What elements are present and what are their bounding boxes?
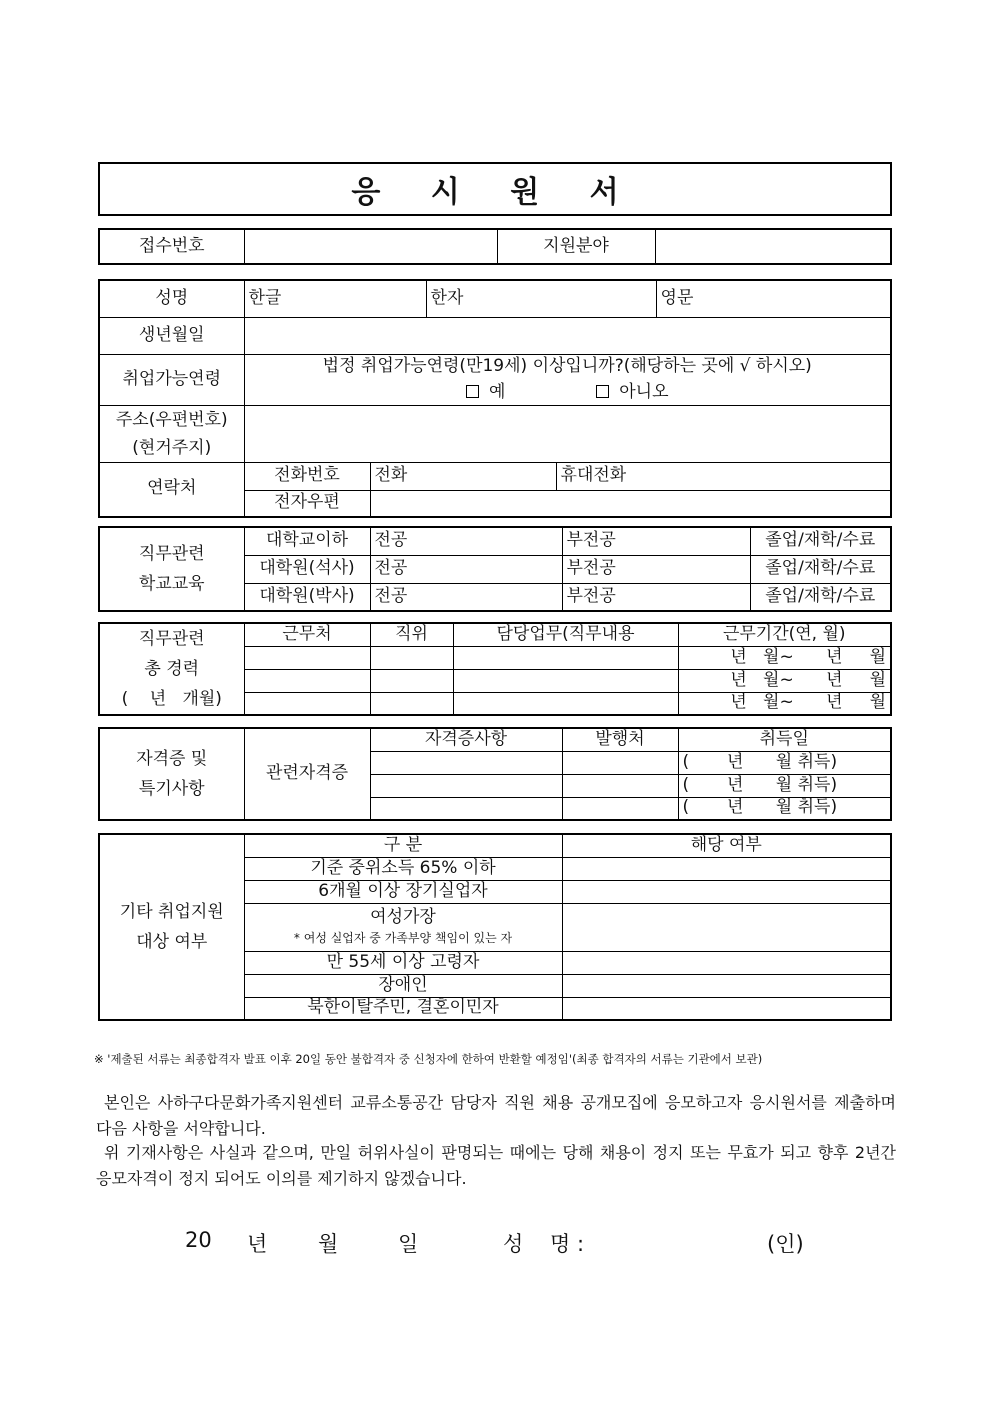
cert-issuer-field[interactable] (562, 797, 678, 820)
education-label (99, 527, 244, 611)
career-position-field[interactable] (370, 669, 453, 692)
support-applicable-field[interactable] (562, 974, 891, 997)
age-options (249, 383, 887, 403)
cert-table (98, 727, 892, 821)
name-hanja-field[interactable]: 한자 (426, 280, 656, 317)
career-table (98, 622, 892, 716)
career-label-1: 직무관련 (138, 629, 205, 649)
career-header-position: 직위 (370, 623, 453, 646)
name-label: 성명 (99, 280, 244, 317)
form-title-box (98, 162, 892, 216)
sign-month-label: 월 (318, 1232, 339, 1256)
form-title: 응 시 원 서 (351, 175, 639, 210)
career-workplace-field[interactable] (244, 692, 370, 715)
career-position-field[interactable] (370, 692, 453, 715)
sign-year: 20 (185, 1228, 212, 1252)
phone-field[interactable]: 전화 (370, 462, 556, 490)
support-applicable-field[interactable] (562, 903, 891, 951)
support-label-2: 대상 여부 (136, 932, 208, 952)
career-period-field[interactable]: 년 월~ 년 월 (678, 692, 891, 715)
support-applicable-field[interactable] (562, 997, 891, 1020)
name-english-field[interactable]: 영문 (656, 280, 891, 317)
yes-label: 예 (488, 381, 506, 402)
career-position-field[interactable] (370, 646, 453, 669)
career-period-field[interactable]: 년 월~ 년 월 (678, 646, 891, 669)
cert-header-name: 자격증사항 (370, 728, 562, 751)
career-header-workplace: 근무처 (244, 623, 370, 646)
email-label: 전자우편 (244, 490, 370, 517)
career-header-period: 근무기간(연, 월) (678, 623, 891, 646)
email-field[interactable] (370, 490, 891, 517)
cert-name-field[interactable] (370, 751, 562, 774)
cert-issuer-field[interactable] (562, 751, 678, 774)
support-header-applicable: 해당 여부 (562, 834, 891, 857)
age-question: 법정 취업가능연령(만19세) 이상입니까?(해당하는 곳에 √ 하시오) (322, 355, 812, 376)
support-female-note: * 여성 실업자 중 가족부양 책임이 있는 자 (293, 930, 513, 945)
apply-field-label: 지원분야 (497, 229, 655, 264)
support-label-1: 기타 취업지원 (119, 902, 224, 922)
career-duty-field[interactable] (453, 669, 678, 692)
career-duty-field[interactable] (453, 646, 678, 669)
pledge-paragraph-1: 본인은 사하구다문화가족지원센터 교류소통공간 담당자 직원 채용 공개모집에 응모하고자 응시원서를 제출하며 다음 사항을 서약합니다. (96, 1093, 896, 1138)
return-note: ※ '제출된 서류는 최종합격자 발표 이후 20일 동안 불합격자 중 신청자에 한하여 반환할 예정임'(최종 합격자의 서류는 기관에서 보관) (94, 1052, 763, 1066)
birth-label: 생년월일 (99, 317, 244, 354)
receipt-number-label: 접수번호 (99, 229, 244, 264)
cert-date-field[interactable]: ( 년 월 취득) (678, 751, 891, 774)
age-label: 취업가능연령 (99, 354, 244, 405)
sign-year-label: 년 (247, 1232, 268, 1256)
cert-header-date: 취득일 (678, 728, 891, 751)
edu-level: 대학원(박사) (244, 583, 370, 611)
birth-field[interactable] (244, 317, 891, 354)
cert-name-field[interactable] (370, 774, 562, 797)
edu-minor-field[interactable]: 부전공 (562, 527, 750, 555)
sign-day-label: 일 (398, 1232, 419, 1256)
edu-status[interactable]: 졸업/재학/수료 (750, 583, 891, 611)
career-label-3: ( 년 개월) (121, 689, 222, 709)
cert-label-1: 자격증 및 (136, 749, 208, 769)
cert-header-issuer: 발행처 (562, 728, 678, 751)
cert-issuer-field[interactable] (562, 774, 678, 797)
support-applicable-field[interactable] (562, 880, 891, 903)
support-header-category: 구 분 (244, 834, 562, 857)
cert-date-field[interactable]: ( 년 월 취득) (678, 774, 891, 797)
receipt-table (98, 228, 892, 265)
career-label (99, 623, 244, 715)
support-item: 장애인 (244, 974, 562, 997)
cert-label-2: 특기사항 (138, 779, 205, 799)
support-item: 기준 중위소득 65% 이하 (244, 857, 562, 880)
phone-label: 전화번호 (244, 462, 370, 490)
edu-status[interactable]: 졸업/재학/수료 (750, 527, 891, 555)
education-table (98, 526, 892, 612)
pledge-paragraph-2: 위 기재사항은 사실과 같으며, 만일 허위사실이 판명되는 때에는 당해 채용이 정지 또는 무효가 되고 향후 2년간 응모자격이 정지 되어도 이의를 제기하지 않겠습니다. (96, 1143, 896, 1188)
edu-status[interactable]: 졸업/재학/수료 (750, 555, 891, 583)
no-label: 아니오 (619, 381, 669, 402)
address-label-2: (현거주지) (132, 437, 212, 458)
age-cell (244, 354, 891, 405)
edu-level: 대학원(석사) (244, 555, 370, 583)
support-item: 북한이탈주민, 결혼이민자 (244, 997, 562, 1020)
no-checkbox[interactable] (596, 385, 609, 398)
career-duty-field[interactable] (453, 692, 678, 715)
address-label (99, 405, 244, 462)
career-period-field[interactable]: 년 월~ 년 월 (678, 669, 891, 692)
contact-label: 연락처 (99, 462, 244, 517)
cert-sub-label: 관련자격증 (244, 728, 370, 820)
address-label-1: 주소(우편번호) (115, 409, 228, 430)
address-field[interactable] (244, 405, 891, 462)
career-workplace-field[interactable] (244, 669, 370, 692)
support-item: 여성가장 (370, 907, 436, 928)
edu-minor-field[interactable]: 부전공 (562, 583, 750, 611)
mobile-field[interactable]: 휴대전화 (556, 462, 891, 490)
support-item: 만 55세 이상 고령자 (244, 951, 562, 974)
cert-label (99, 728, 244, 820)
support-applicable-field[interactable] (562, 951, 891, 974)
support-table (98, 833, 892, 1021)
sign-seal: (인) (767, 1232, 804, 1256)
edu-minor-field[interactable]: 부전공 (562, 555, 750, 583)
support-label (99, 834, 244, 1020)
edu-major-field[interactable]: 전공 (370, 555, 562, 583)
apply-field-input[interactable] (655, 229, 891, 264)
name-hangul-field[interactable]: 한글 (244, 280, 426, 317)
education-label-1: 직무관련 (138, 544, 205, 564)
yes-checkbox[interactable] (466, 385, 479, 398)
career-workplace-field[interactable] (244, 646, 370, 669)
career-header-duty: 담당업무(직무내용 (453, 623, 678, 646)
receipt-number-field[interactable] (244, 229, 497, 264)
edu-major-field[interactable]: 전공 (370, 527, 562, 555)
edu-level: 대학교이하 (244, 527, 370, 555)
cert-name-field[interactable] (370, 797, 562, 820)
edu-major-field[interactable]: 전공 (370, 583, 562, 611)
support-item-female (244, 903, 562, 951)
personal-table (98, 279, 892, 518)
sign-name-label: 성 명 : (503, 1232, 585, 1256)
education-label-2: 학교교육 (138, 574, 205, 594)
cert-date-field[interactable]: ( 년 월 취득) (678, 797, 891, 820)
support-item: 6개월 이상 장기실업자 (244, 880, 562, 903)
career-label-2: 총 경력 (144, 659, 200, 679)
support-applicable-field[interactable] (562, 857, 891, 880)
